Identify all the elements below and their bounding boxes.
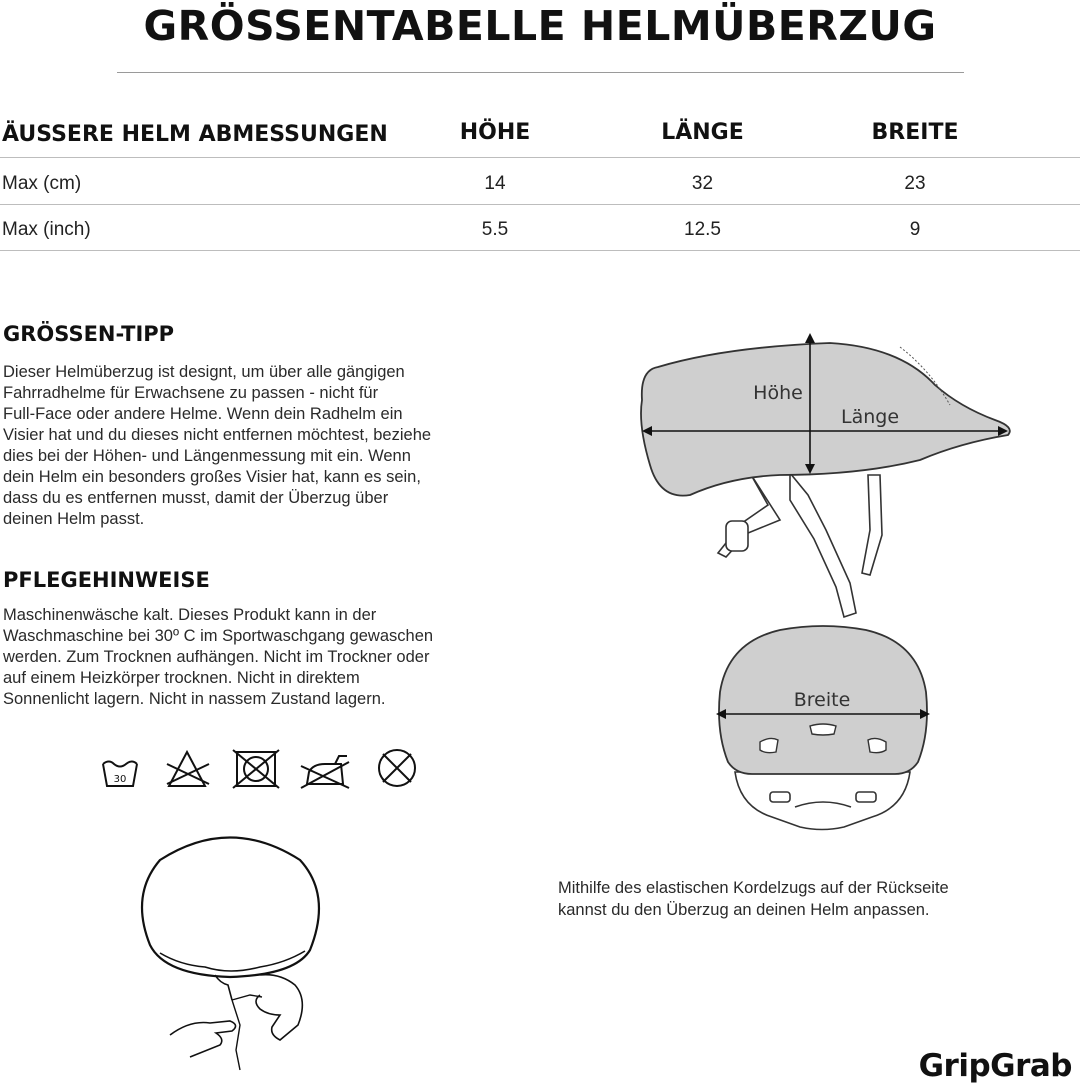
helmet-side-diagram xyxy=(630,325,1020,625)
length-label: Länge xyxy=(840,406,900,428)
drawcord-illustration xyxy=(120,825,350,1075)
title-divider xyxy=(117,72,964,73)
wash-30-icon xyxy=(103,762,137,787)
table-header-length: LÄNGE xyxy=(661,120,744,145)
table-header-width: BREITE xyxy=(871,120,959,145)
cover-back-shape xyxy=(142,838,319,978)
table-cell: 5.5 xyxy=(481,219,509,240)
no-bleach-icon xyxy=(167,752,209,786)
table-cell: 32 xyxy=(691,173,714,194)
no-tumble-dry-icon xyxy=(233,750,279,788)
care-heading: PFLEGEHINWEISE xyxy=(3,568,210,592)
helmet-strap-drawing xyxy=(718,473,882,617)
page-title: GRÖSSENTABELLE HELMÜBERZUG xyxy=(143,2,937,50)
table-cell: 23 xyxy=(904,173,926,194)
svg-text:30: 30 xyxy=(113,774,127,785)
table-divider xyxy=(0,204,1080,205)
brand-logo: GripGrab xyxy=(918,1048,1072,1084)
table-header-height: HÖHE xyxy=(459,120,531,145)
table-divider xyxy=(0,157,1080,158)
size-tip-text: Dieser Helmüberzug ist designt, um über alle gängigen Fahrradhelme für Erwachsene zu passen - nicht für Full-Face oder andere Helme. Wenn dein Radhelm ein Visier hat und du dieses nicht entfernen möchtest, beziehe dies bei der Höhen- und Längenmessung mit ein. Wenn dein Helm ein besonders großes Visier hat, kann es sein, dass du es entfernen musst, damit der Überzug über deinen Helm passt. xyxy=(3,363,432,528)
no-dry-clean-icon xyxy=(379,750,415,786)
table-header-dimensions: ÄUSSERE HELM ABMESSUNGEN xyxy=(2,122,388,147)
table-cell: 14 xyxy=(484,173,506,194)
care-text: Maschinenwäsche kalt. Dieses Produkt kann in der Waschmaschine bei 30º C im Sportwaschgang gewaschen werden. Zum Trocknen aufhängen. Nicht im Trockner oder auf einem Heizkörper trocknen. Nicht in direktem Sonnenlicht lagern. Nicht in nassem Zustand lagern. xyxy=(3,606,434,708)
height-label: Höhe xyxy=(753,382,803,404)
size-tip-heading: GRÖSSEN-TIPP xyxy=(3,322,175,346)
table-cell: 9 xyxy=(909,219,921,240)
table-row-label: Max (cm) xyxy=(2,173,82,194)
helmet-front-diagram xyxy=(710,622,940,837)
helmet-side-shape xyxy=(641,343,1010,496)
helmet-chin-drawing xyxy=(735,772,910,830)
no-iron-icon xyxy=(301,756,349,788)
table-divider xyxy=(0,250,1080,251)
care-icons xyxy=(95,742,425,794)
table-cell: 12.5 xyxy=(684,219,721,240)
width-label: Breite xyxy=(793,689,851,711)
drawcord-text: Mithilfe des elastischen Kordelzugs auf der Rückseite kannst du den Überzug an deinen Helm anpassen. xyxy=(558,879,949,919)
table-row-label: Max (inch) xyxy=(2,219,91,240)
